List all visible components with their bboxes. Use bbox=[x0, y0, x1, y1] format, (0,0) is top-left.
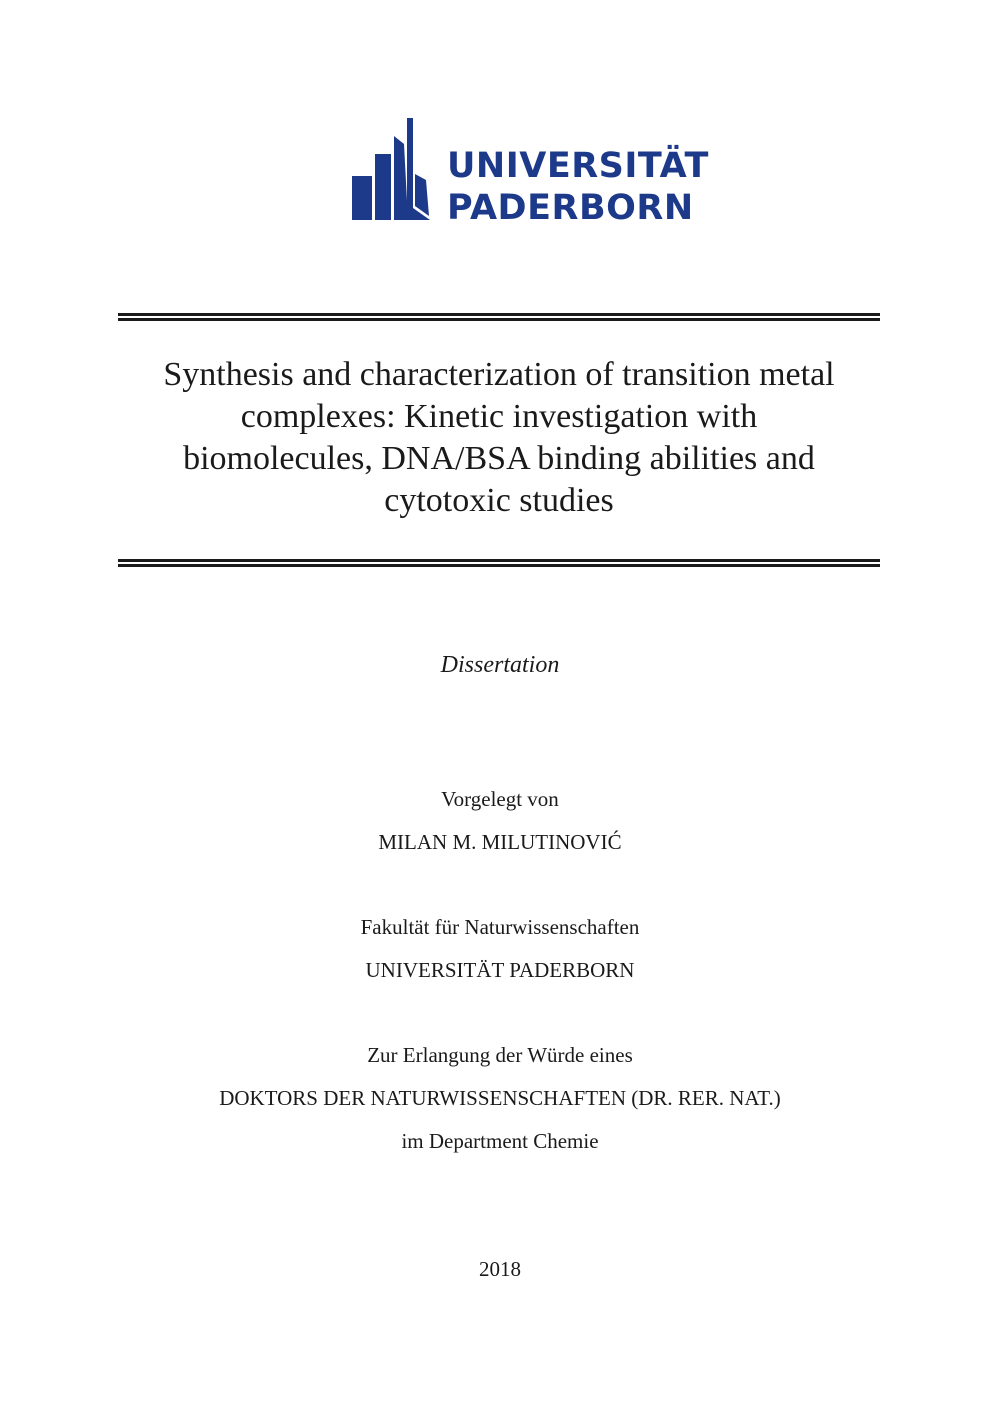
title-line-2: complexes: Kinetic investigation with bbox=[240, 398, 758, 435]
dissertation-title bbox=[118, 354, 880, 522]
university-logo bbox=[352, 118, 709, 228]
university-name: UNIVERSITÄT PADERBORN bbox=[365, 958, 635, 982]
bottom-double-rule bbox=[118, 559, 880, 567]
logo-line-2: PADERBORN bbox=[447, 188, 694, 228]
department-name: im Department Chemie bbox=[401, 1129, 599, 1153]
author-name: MILAN M. MILUTINOVIĆ bbox=[378, 830, 622, 854]
top-double-rule bbox=[118, 313, 880, 321]
title-line-4: cytotoxic studies bbox=[384, 482, 614, 519]
degree-purpose: Zur Erlangung der Würde eines bbox=[367, 1043, 633, 1067]
university-logo-graphic bbox=[352, 118, 709, 228]
degree-title: DOKTORS DER NATURWISSENSCHAFTEN (DR. RER. NAT.) bbox=[219, 1086, 781, 1110]
presented-by-label: Vorgelegt von bbox=[441, 787, 559, 811]
logo-emblem-icon bbox=[352, 118, 430, 220]
publication-year: 2018 bbox=[479, 1257, 521, 1281]
title-line-1: Synthesis and characterization of transition metal bbox=[163, 356, 835, 393]
faculty-name: Fakultät für Naturwissenschaften bbox=[360, 915, 640, 939]
logo-line-1: UNIVERSITÄT bbox=[447, 146, 709, 186]
document-type: Dissertation bbox=[440, 652, 560, 678]
title-line-3: biomolecules, DNA/BSA binding abilities and bbox=[183, 440, 815, 477]
